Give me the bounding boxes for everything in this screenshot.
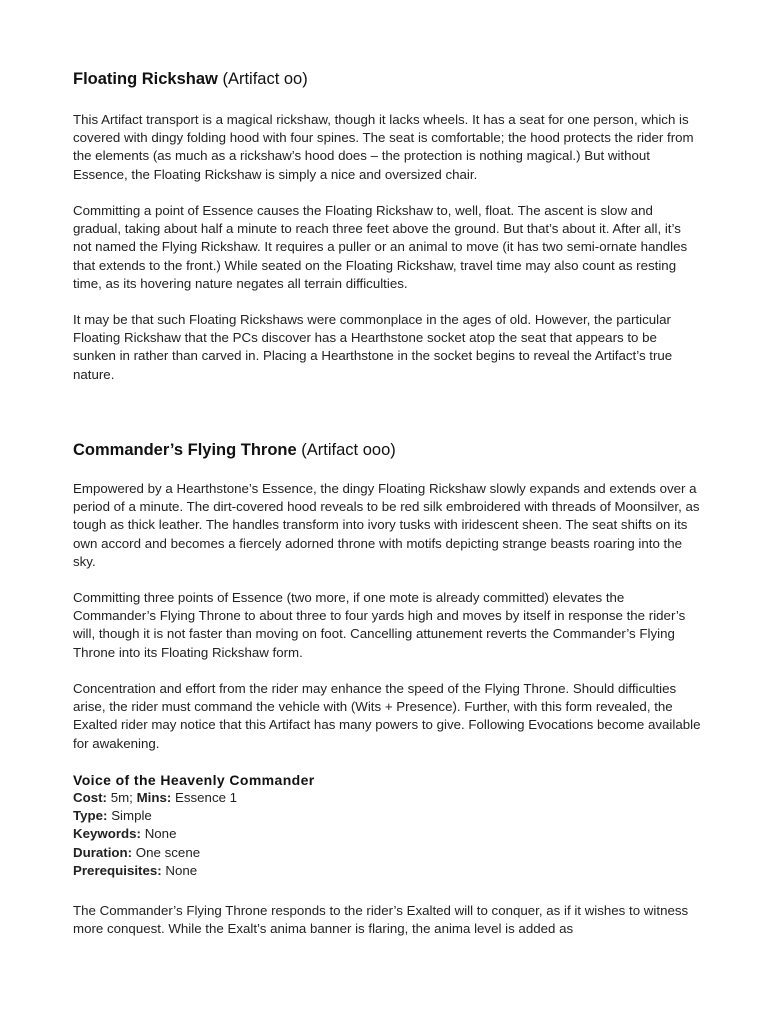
paragraph-text: This Artifact transport is a magical rickshaw, though it lacks wheels. It has a seat for one person, which is covered with dingy folding hood with four spines. The seat is comfortable; the hood protects the rider from the elements (as much as a rickshaw’s hood does – the protection is nothing magical.) But without Essence, the Floating Rickshaw is simply a nice and oversized chair. [73, 112, 694, 182]
paragraph [73, 111, 703, 184]
section-title [73, 440, 703, 460]
paragraph-text: Empowered by a Hearthstone’s Essence, the dingy Floating Rickshaw slowly expands and extends over a period of a minute. The dirt-covered hood reveals to be red silk embroidered with threads of Moonsilver, as tough as thick leather. The handles transform into ivory tusks with iridescent sheen. The seat shifts on its own accord and becomes a fiercely adorned throne with motifs depicting strange beasts roaring into the sky. [73, 481, 700, 569]
paragraph-text: Committing three points of Essence (two more, if one mote is already committed) elevates the Commander’s Flying Throne to about three to four yards high and moves by itself in response the rider’s will, though it is not faster than moving on foot. Cancelling attunement reverts the Commander’s Flying Throne into its Floating Rickshaw form. [73, 590, 686, 660]
paragraph-text: Concentration and effort from the rider may enhance the speed of the Flying Throne. Should difficulties arise, the rider must command the vehicle with (Wits + Presence). Further, with this form revealed, the Exalted rider may notice that this Artifact has many powers to give. Following Evocations become available for awakening. [73, 681, 701, 751]
paragraph [73, 589, 703, 662]
section-flying-throne-heading [73, 440, 703, 460]
section-title [73, 69, 703, 89]
paragraph-text: Committing a point of Essence causes the Floating Rickshaw to, well, float. The ascent is slow and gradual, taking about half a minute to reach three feet above the ground. But that’s about it. After all, it’s not named the Flying Rickshaw. It requires a puller or an animal to move (it has two semi-ornate handles that extends to the front.) While seated on the Floating Rickshaw, travel time may also count as resting time, as its hovering nature negates all terrain difficulties. [73, 203, 688, 291]
paragraph [73, 202, 703, 293]
paragraph-text: The Commander’s Flying Throne responds to the rider’s Exalted will to conquer, as if it wishes to witness more conquest. While the Exalt’s anima banner is flaring, the anima level is added as [73, 903, 689, 937]
paragraph [73, 902, 703, 938]
stat-duration: Duration: One scene [73, 844, 201, 860]
section-title-rating: (Artifact ooo) [301, 441, 396, 459]
section-title-name: Floating Rickshaw [73, 70, 218, 88]
stat-type: Type: Simple [73, 808, 152, 824]
section-title-name: Commander’s Flying Throne [73, 441, 297, 459]
stat-prerequisites: Prerequisites: None [73, 862, 198, 878]
section-title-rating: (Artifact oo) [222, 70, 308, 88]
paragraph [73, 311, 703, 384]
evocation-title: Voice of the Heavenly Commander [73, 772, 315, 788]
evocation-block [73, 771, 703, 880]
stat-cost: Cost: 5m; Mins: Essence 1 [73, 790, 238, 805]
paragraph [73, 680, 703, 753]
paragraph [73, 480, 703, 571]
section-floating-rickshaw-heading [73, 69, 703, 89]
stat-keywords: Keywords: None [73, 826, 177, 842]
paragraph-text: It may be that such Floating Rickshaws were commonplace in the ages of old. However, the particular Floating Rickshaw that the PCs discover has a Hearthstone socket atop the seat that appears to be sunken in rather than carved in. Placing a Hearthstone in the socket begins to reveal the Artifact’s true nature. [73, 312, 673, 382]
